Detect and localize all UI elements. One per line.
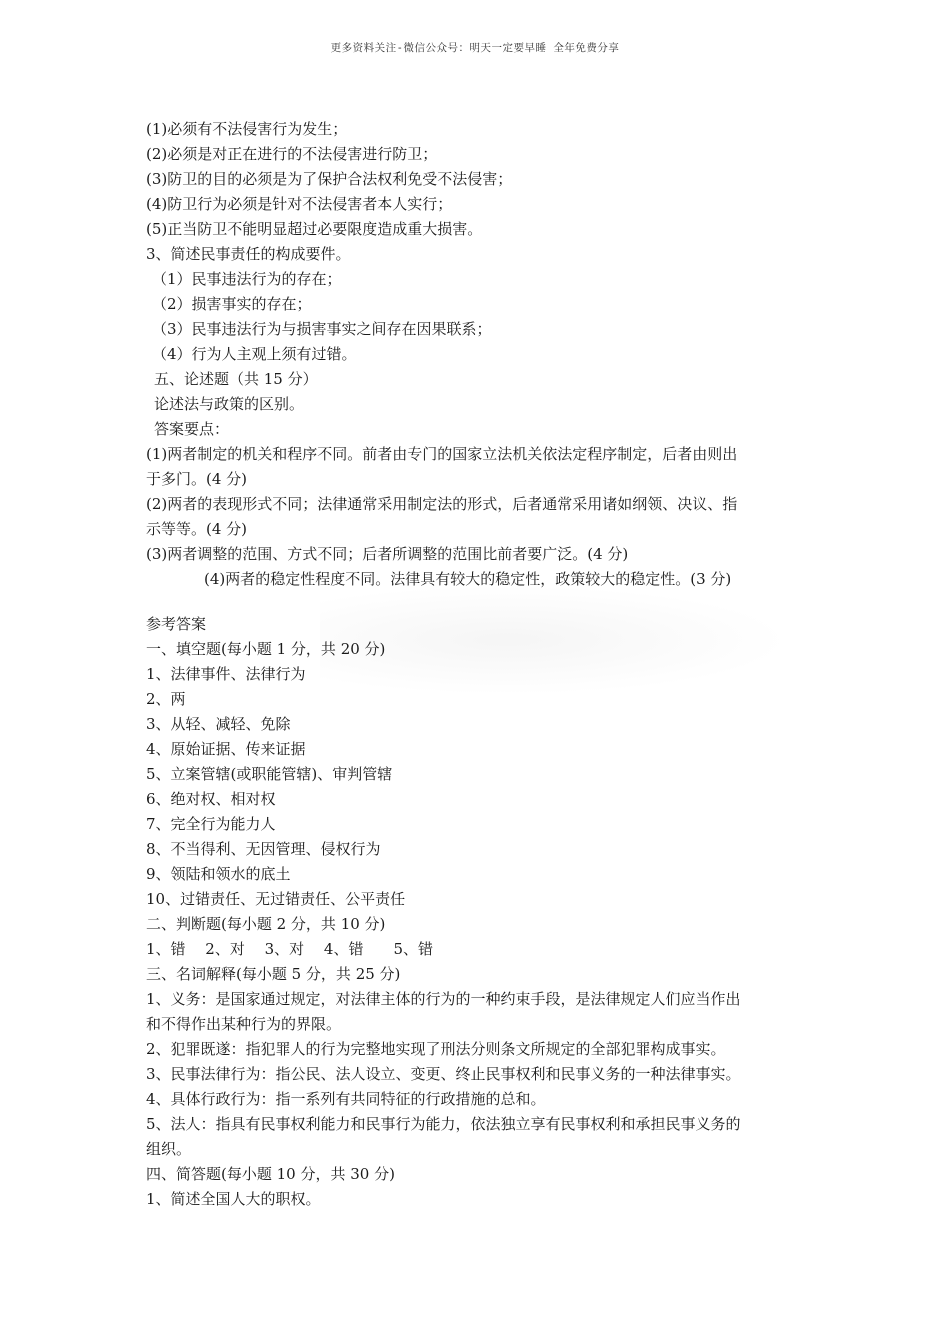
list-item: （4）行为人主观上须有过错。 [152,345,357,363]
answer-item: 1、错 2、对 3、对 4、错 5、错 [146,940,434,958]
list-item: (1)必须有不法侵害行为发生； [146,120,348,138]
essay-question: 论述法与政策的区别。 [154,395,305,413]
answer-item: 1、法律事件、法律行为 [146,665,306,683]
answer-item: 6、绝对权、相对权 [146,790,276,808]
list-item: (2)必须是对正在进行的不法侵害进行防卫； [146,145,438,163]
answer-item: 1、简述全国人大的职权。 [146,1190,321,1208]
essay-line: (2)两者的表现形式不同；法律通常采用制定法的形式，后者通常采用诸如纲领、决议、指 [146,495,738,513]
answer-item: 3、民事法律行为：指公民、法人设立、变更、终止民事权利和民事义务的一种法律事实。 [146,1065,741,1083]
answer-item: 7、完全行为能力人 [146,815,276,833]
section-heading: 四、简答题(每小题 10 分，共 30 分) [146,1165,395,1183]
section-heading: 五、论述题（共 15 分） [154,370,318,388]
list-item: （3）民事违法行为与损害事实之间存在因果联系； [152,320,492,338]
answer-item: 组织。 [146,1140,192,1158]
answer-item: 3、从轻、减轻、免除 [146,715,291,733]
answer-item: 1、义务：是国家通过规定，对法律主体的行为的一种约束手段，是法律规定人们应当作出 [146,990,741,1008]
essay-line: 于多门。(4 分) [146,470,248,488]
section-heading: 三、名词解释(每小题 5 分，共 25 分) [146,965,401,983]
essay-line: 示等等。(4 分) [146,520,248,538]
essay-line: (3)两者调整的范围、方式不同；后者所调整的范围比前者要广泛。(4 分) [146,545,629,563]
answer-item: 8、不当得利、无因管理、侵权行为 [146,840,381,858]
essay-line: (1)两者制定的机关和程序不同。前者由专门的国家立法机关依法定程序制定，后者由则出 [146,445,738,463]
answer-item: 2、两 [146,690,186,708]
essay-line: (4)两者的稳定性程度不同。法律具有较大的稳定性，政策较大的稳定性。(3 分) [204,570,732,588]
answer-item: 4、原始证据、传来证据 [146,740,306,758]
answers-title: 参考答案 [146,615,207,633]
answer-item: 和不得作出某种行为的界限。 [146,1015,342,1033]
answer-item: 4、具体行政行为：指一系列有共同特征的行政措施的总和。 [146,1090,546,1108]
list-item: （1）民事违法行为的存在； [152,270,342,288]
list-item: (4)防卫行为必须是针对不法侵害者本人实行； [146,195,453,213]
section-heading: 二、判断题(每小题 2 分，共 10 分) [146,915,386,933]
answer-item: 9、领陆和领水的底土 [146,865,291,883]
answer-item: 5、立案管辖(或职能管辖)、审判管辖 [146,765,393,783]
header-note: 更多资料关注-微信公众号：明天一定要早睡 全年免费分享 [330,42,620,54]
answer-item: 2、犯罪既遂：指犯罪人的行为完整地实现了刑法分则条文所规定的全部犯罪构成事实。 [146,1040,726,1058]
list-item: （2）损害事实的存在； [152,295,312,313]
question-title: 3、简述民事责任的构成要件。 [146,245,351,263]
document-body [146,117,826,1212]
answer-item: 10、过错责任、无过错责任、公平责任 [146,890,406,908]
list-item: (5)正当防卫不能明显超过必要限度造成重大损害。 [146,220,483,238]
list-item: (3)防卫的目的必须是为了保护合法权利免受不法侵害； [146,170,513,188]
points-label: 答案要点： [154,420,230,438]
section-heading: 一、填空题(每小题 1 分，共 20 分) [146,640,386,658]
answer-item: 5、法人：指具有民事权利能力和民事行为能力，依法独立享有民事权利和承担民事义务的 [146,1115,741,1133]
